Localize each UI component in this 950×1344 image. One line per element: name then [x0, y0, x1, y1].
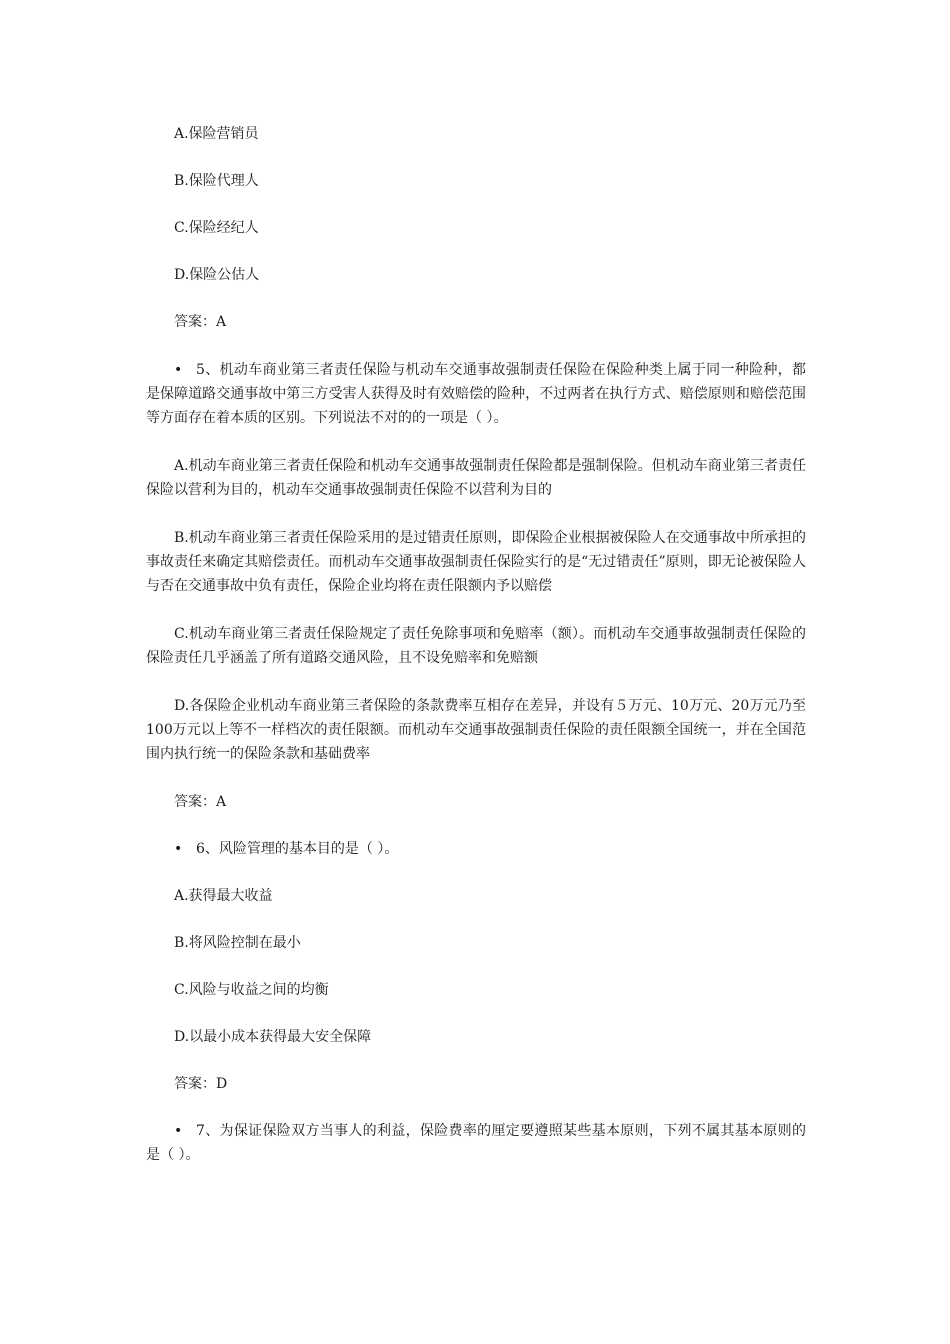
bullet-icon: •: [174, 1123, 183, 1139]
q6-option-c: C.风险与收益之间的均衡: [174, 982, 329, 998]
q5-option-b: B.机动车商业第三者责任保险采用的是过错责任原则，即保险企业根据被保险人在交通事故中所承担的事故责任来确定其赔偿责任。而机动车交通事故强制责任保险实行的是“无过错责任”原则，即无论被保险人与否在交通事故中负有责任，保险企业均将在责任限额内予以赔偿: [146, 530, 806, 594]
q6-option-b: B.将风险控制在最小: [174, 935, 301, 951]
q5-option-a: A.机动车商业第三者责任保险和机动车交通事故强制责任保险都是强制保险。但机动车商业第三者责任保险以营利为目的，机动车交通事故强制责任保险不以营利为目的: [146, 458, 806, 498]
q4-option-c: C.保险经纪人: [174, 220, 259, 236]
q6-question: [146, 837, 806, 861]
q5-option-c: C.机动车商业第三者责任保险规定了责任免除事项和免赔率（额）。而机动车交通事故强制责任保险的保险责任几乎涵盖了所有道路交通风险，且不设免赔率和免赔额: [146, 626, 806, 666]
q5-option-d: D.各保险企业机动车商业第三者保险的条款费率互相存在差异，并设有５万元、10万元、20万元乃至100万元以上等不一样档次的责任限额。而机动车交通事故强制责任保险的责任限额全国统一，并在全国范围内执行统一的保险条款和基础费率: [146, 698, 806, 762]
q4-option-d: D.保险公估人: [174, 267, 260, 283]
q5-answer: 答案：A: [174, 794, 227, 810]
q7-question-text: 7、为保证保险双方当事人的利益，保险费率的厘定要遵照某些基本原则，下列不属其基本原则的是（ ）。: [146, 1123, 806, 1163]
q6-option-d: D.以最小成本获得最大安全保障: [174, 1029, 372, 1045]
q7-question: [146, 1119, 806, 1167]
q5-question: [146, 358, 806, 430]
q4-option-a: A.保险营销员: [174, 126, 259, 142]
q6-question-text: 6、风险管理的基本目的是（ ）。: [196, 841, 399, 857]
q6-option-a: A.获得最大收益: [174, 888, 273, 904]
q4-option-b: B.保险代理人: [174, 173, 259, 189]
document-page: [146, 122, 806, 1167]
q6-answer: 答案：D: [174, 1076, 228, 1092]
bullet-icon: •: [174, 362, 183, 378]
bullet-icon: •: [174, 841, 183, 857]
q5-question-text: 5、机动车商业第三者责任保险与机动车交通事故强制责任保险在保险种类上属于同一种险种，都是保障道路交通事故中第三方受害人获得及时有效赔偿的险种，不过两者在执行方式、赔偿原则和赔偿范围等方面存在着本质的区别。下列说法不对的的一项是（ ）。: [146, 362, 806, 426]
q4-answer: 答案：A: [174, 314, 227, 330]
